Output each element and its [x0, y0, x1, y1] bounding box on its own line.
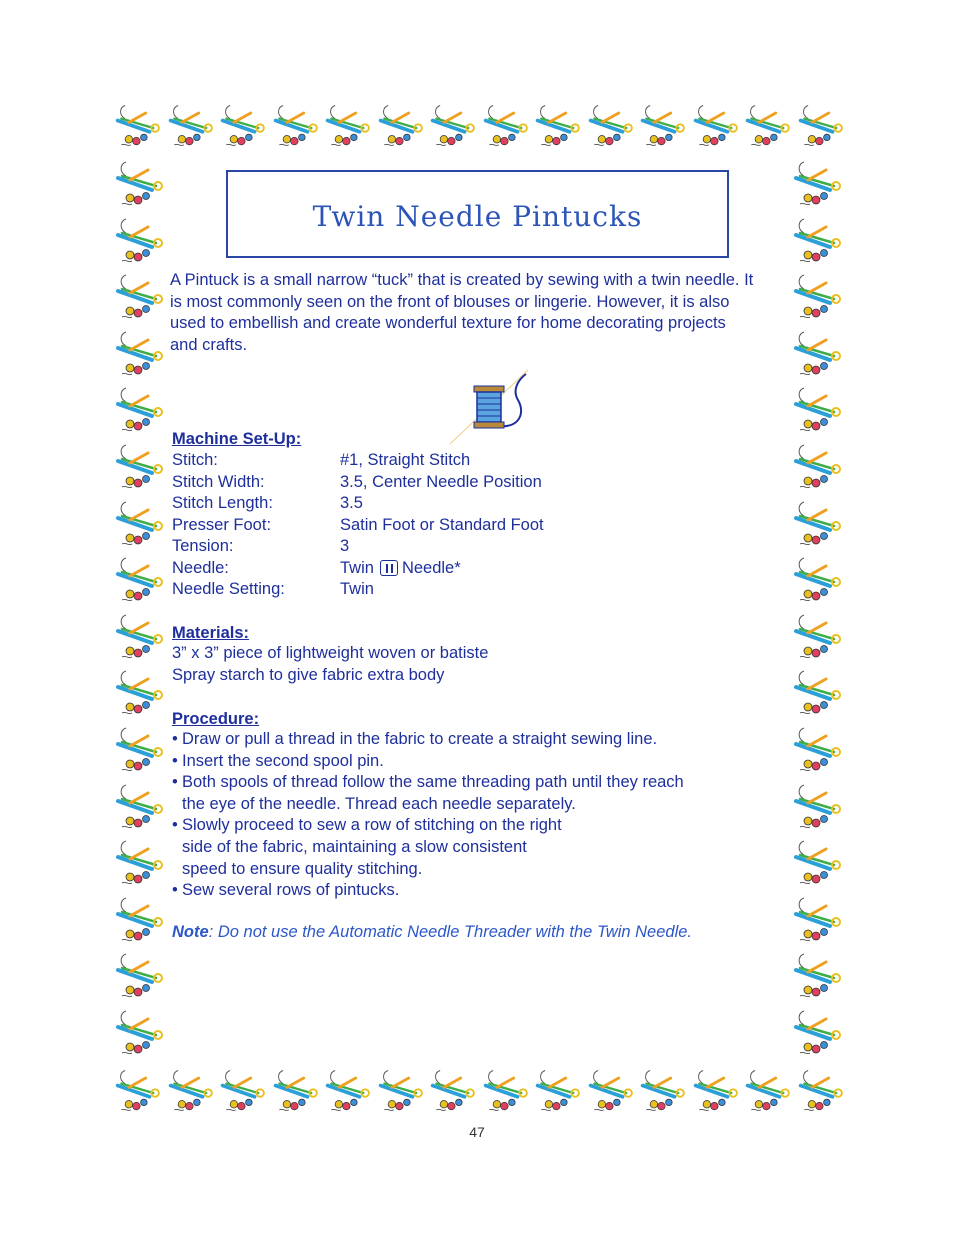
top-border — [112, 100, 847, 158]
note — [172, 923, 692, 942]
twin-needle-icon — [380, 560, 398, 576]
scissors-thread-border-icon — [480, 100, 533, 156]
scissors-thread-border-icon — [790, 158, 846, 214]
setup-value: 3.5, Center Needle Position — [340, 472, 542, 491]
setup-label: Stitch Width: — [172, 472, 265, 491]
setup-value — [340, 558, 461, 580]
scissors-thread-border-icon — [790, 441, 846, 497]
scissors-thread-border-icon — [375, 100, 428, 156]
scissors-thread-border-icon — [790, 1007, 846, 1063]
machine-setup-heading: Machine Set-Up: — [172, 430, 302, 448]
list-item — [172, 729, 792, 751]
scissors-thread-border-icon — [742, 100, 795, 156]
setup-value: 3 — [340, 537, 350, 555]
scissors-thread-border-icon — [112, 215, 168, 271]
list-item: 3” x 3” piece of lightweight woven or batiste — [172, 644, 489, 662]
needle-value-after: Needle* — [401, 558, 461, 577]
title-box — [226, 170, 729, 258]
scissors-thread-border-icon — [165, 1065, 218, 1121]
scissors-thread-border-icon — [112, 1007, 168, 1063]
scissors-thread-border-icon — [112, 611, 168, 667]
bullet: • — [172, 816, 178, 835]
scissors-thread-border-icon — [790, 667, 846, 723]
scissors-thread-border-icon — [690, 1065, 743, 1121]
list-item-line: Sew several rows of pintucks. — [182, 881, 400, 900]
scissors-thread-border-icon — [790, 724, 846, 780]
procedure-heading: Procedure: — [172, 710, 260, 728]
setup-label: Needle: — [172, 558, 229, 577]
scissors-thread-border-icon — [532, 1065, 585, 1121]
setup-row-needle — [172, 558, 544, 580]
bottom-border — [112, 1065, 847, 1123]
list-item — [172, 880, 792, 902]
scissors-thread-border-icon — [790, 611, 846, 667]
scissors-thread-border-icon — [112, 1065, 165, 1121]
scissors-thread-border-icon — [112, 158, 168, 214]
scissors-thread-border-icon — [790, 554, 846, 610]
scissors-thread-border-icon — [112, 441, 168, 497]
scissors-thread-border-icon — [790, 271, 846, 327]
scissors-thread-border-icon — [790, 781, 846, 837]
list-item-line: Insert the second spool pin. — [182, 751, 384, 770]
setup-value: Twin — [340, 580, 374, 598]
scissors-thread-border-icon — [112, 384, 168, 440]
list-item-line: speed to ensure quality stitching. — [182, 859, 423, 878]
page-number: 47 — [469, 1124, 485, 1140]
scissors-thread-border-icon — [112, 667, 168, 723]
scissors-thread-border-icon — [790, 215, 846, 271]
scissors-thread-border-icon — [270, 1065, 323, 1121]
scissors-thread-border-icon — [112, 724, 168, 780]
scissors-thread-border-icon — [637, 100, 690, 156]
scissors-thread-border-icon — [790, 498, 846, 554]
setup-label: Stitch Length: — [172, 494, 273, 512]
setup-value: Satin Foot or Standard Foot — [340, 515, 544, 534]
materials-list — [172, 643, 488, 686]
scissors-thread-border-icon — [322, 100, 375, 156]
intro-paragraph: A Pintuck is a small narrow “tuck” that is created by sewing with a twin needle. It is most commonly seen on the front of blouses or lingerie. However, it is also used to embellish and create wonderful texture for home decorating projects and crafts. — [170, 271, 754, 354]
scissors-thread-border-icon — [585, 100, 638, 156]
scissors-thread-border-icon — [112, 100, 165, 156]
setup-label: Tension: — [172, 537, 234, 555]
scissors-thread-border-icon — [112, 781, 168, 837]
list-item — [172, 772, 792, 815]
note-label: Note — [172, 923, 209, 941]
scissors-thread-border-icon — [790, 950, 846, 1006]
list-item-line: side of the fabric, maintaining a slow consistent — [182, 837, 527, 856]
setup-row-presser-foot — [172, 515, 544, 537]
scissors-thread-border-icon — [112, 271, 168, 327]
bullet: • — [172, 751, 178, 770]
list-item-line: Draw or pull a thread in the fabric to create a straight sewing line. — [182, 730, 658, 748]
scissors-thread-border-icon — [427, 1065, 480, 1121]
setup-row-needle-setting — [172, 579, 544, 601]
materials-heading: Materials: — [172, 624, 250, 642]
scissors-thread-border-icon — [790, 837, 846, 893]
list-item: Spray starch to give fabric extra body — [172, 665, 445, 684]
scissors-thread-border-icon — [375, 1065, 428, 1121]
scissors-thread-border-icon — [112, 554, 168, 610]
setup-value: #1, Straight Stitch — [340, 451, 471, 469]
scissors-thread-border-icon — [112, 894, 168, 950]
scissors-thread-border-icon — [480, 1065, 533, 1121]
list-item — [172, 815, 792, 880]
scissors-thread-border-icon — [112, 498, 168, 554]
scissors-thread-border-icon — [637, 1065, 690, 1121]
list-item-line: the eye of the needle. Thread each needle separately. — [182, 794, 576, 813]
note-text: : Do not use the Automatic Needle Threader with the Twin Needle. — [208, 923, 693, 941]
left-border — [112, 158, 170, 1063]
right-border — [790, 158, 848, 1063]
setup-label: Needle Setting: — [172, 580, 285, 598]
needle-value-before: Twin — [340, 558, 374, 577]
bullet: • — [172, 773, 178, 792]
scissors-thread-border-icon — [112, 837, 168, 893]
scissors-thread-border-icon — [112, 950, 168, 1006]
list-item — [172, 751, 792, 773]
scissors-thread-border-icon — [270, 100, 323, 156]
scissors-thread-border-icon — [790, 894, 846, 950]
scissors-thread-border-icon — [790, 384, 846, 440]
scissors-thread-border-icon — [585, 1065, 638, 1121]
setup-label: Presser Foot: — [172, 515, 272, 534]
page-title: Twin Needle Pintucks — [312, 199, 643, 233]
scissors-thread-border-icon — [322, 1065, 375, 1121]
list-item-line: Slowly proceed to sew a row of stitching on the right — [182, 816, 562, 835]
scissors-thread-border-icon — [217, 100, 270, 156]
setup-label: Stitch: — [172, 451, 218, 469]
scissors-thread-border-icon — [112, 328, 168, 384]
scissors-thread-border-icon — [532, 100, 585, 156]
scissors-thread-border-icon — [165, 100, 218, 156]
bullet: • — [172, 730, 178, 748]
setup-row-stitch-width — [172, 472, 544, 494]
list-item-line: Both spools of thread follow the same threading path until they reach — [182, 773, 684, 792]
setup-row-stitch — [172, 450, 544, 472]
scissors-thread-border-icon — [742, 1065, 795, 1121]
setup-value: 3.5 — [340, 494, 363, 512]
scissors-thread-border-icon — [690, 100, 743, 156]
intro-section — [170, 270, 770, 356]
scissors-thread-border-icon — [795, 100, 848, 156]
setup-row-stitch-length — [172, 493, 544, 515]
scissors-thread-border-icon — [795, 1065, 848, 1121]
machine-setup-table — [172, 450, 544, 601]
procedure-list — [172, 729, 792, 902]
scissors-thread-border-icon — [217, 1065, 270, 1121]
scissors-thread-border-icon — [427, 100, 480, 156]
setup-row-tension — [172, 536, 544, 558]
spool-of-thread-icon — [448, 366, 536, 446]
scissors-thread-border-icon — [790, 328, 846, 384]
bullet: • — [172, 881, 178, 900]
